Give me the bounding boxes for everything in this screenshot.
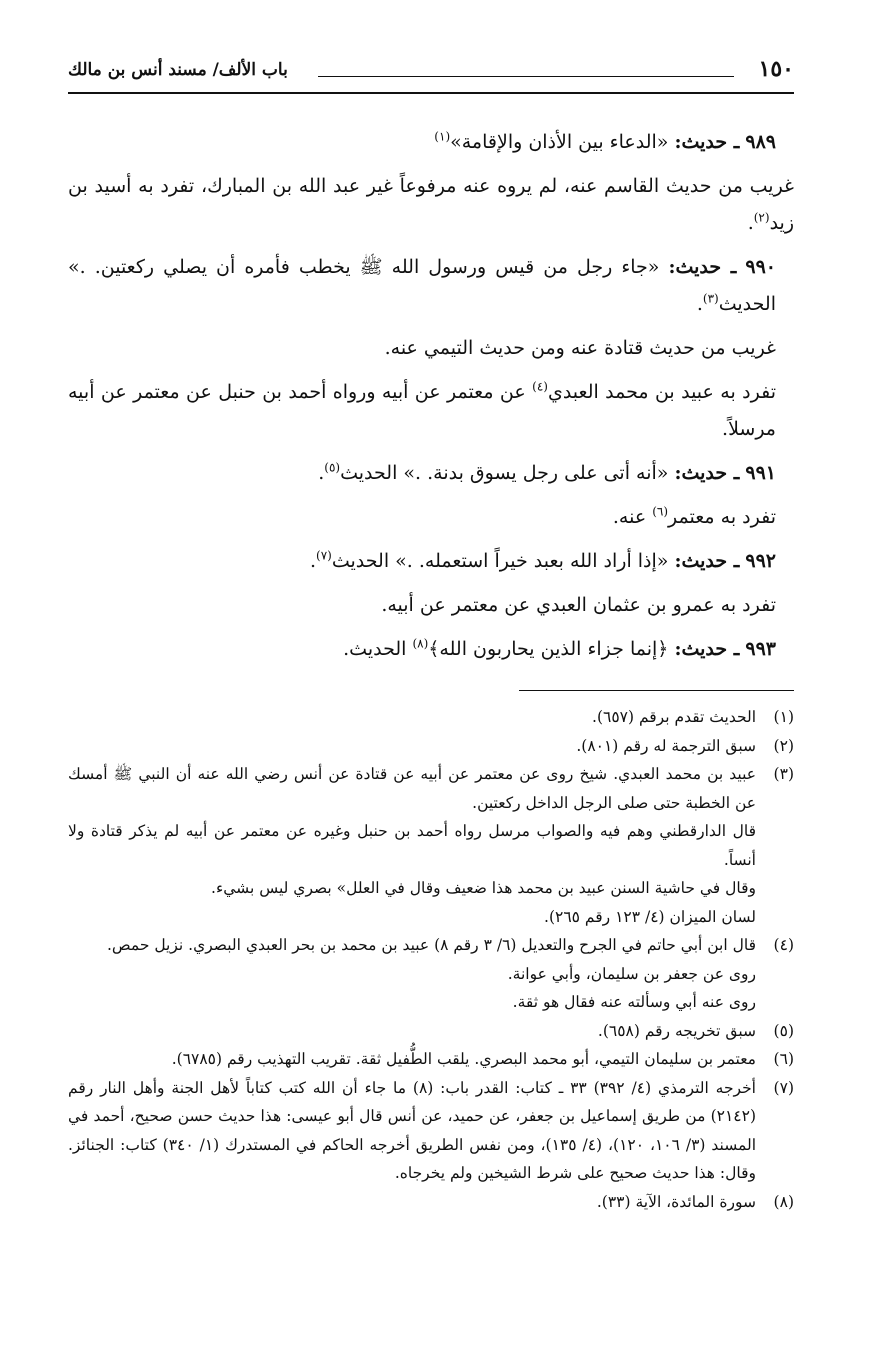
- hadith-text: «الدعاء بين الأذان والإقامة»: [450, 131, 669, 153]
- header-rule: [318, 76, 734, 77]
- footnote-line: روى عن جعفر بن سليمان، وأبي عوانة.: [507, 964, 756, 983]
- footnote-4: [68, 931, 794, 1017]
- hadith-number: ٩٩٠: [745, 256, 777, 278]
- page-header: [68, 50, 794, 94]
- hadith-text: ﴿إنما جزاء الذين يحاربون الله﴾: [428, 638, 669, 660]
- footnote-ref: (٨): [412, 636, 429, 651]
- hadith-label: ـ حديث:: [674, 550, 740, 572]
- footnote-ref: (٢): [753, 210, 770, 225]
- footnote-number: (٣): [773, 765, 794, 783]
- footnote-ref: (٧): [316, 548, 332, 563]
- footnote-8: [68, 1188, 794, 1217]
- hadith-990: [68, 249, 794, 323]
- hadith-991-comment: [68, 499, 794, 536]
- comment-text: عن معتمر عن أبيه ورواه أحمد بن حنبل عن معتمر عن أبيه مرسلاً.: [68, 381, 776, 440]
- hadith-end: .: [309, 550, 317, 572]
- footnote-1: [68, 703, 794, 732]
- footnote-body: [68, 1017, 756, 1046]
- hadith-end: الحديث.: [343, 638, 407, 660]
- comment-text: غريب من حديث القاسم عنه، لم يروه عنه مرفوعاً غير عبد الله بن المبارك، تفرد به أسيد بن زيد: [68, 175, 794, 234]
- footnote-body: [68, 760, 756, 931]
- comment-end: .: [747, 212, 754, 234]
- hadith-label: ـ حديث:: [674, 462, 740, 484]
- hadith-text: «إذا أراد الله بعبد خيراً استعمله. .» الحديث: [331, 550, 669, 572]
- footnote-body: [68, 732, 756, 761]
- footnote-number: (٤): [773, 936, 794, 954]
- main-text: [68, 124, 794, 668]
- footnote-number: (٧): [773, 1078, 794, 1097]
- footnote-ref: (٥): [324, 460, 341, 475]
- footnote-ref: (٦): [652, 504, 669, 519]
- hadith-text: «جاء رجل من قيس ورسول الله ﷺ يخطب فأمره أن يصلي ركعتين. .» الحديث: [68, 256, 776, 315]
- footnote-number: (٢): [773, 736, 794, 755]
- footnote-number: (٨): [773, 1192, 794, 1211]
- footnote-line: روى عنه أبي وسألته عنه فقال هو ثقة.: [512, 993, 756, 1011]
- hadith-993: [68, 631, 794, 668]
- hadith-label: ـ حديث:: [668, 256, 737, 278]
- footnote-separator: [519, 690, 794, 691]
- hadith-989: [68, 124, 794, 161]
- footnote-6: [68, 1045, 794, 1074]
- hadith-990-comment-2: [68, 374, 794, 448]
- footnote-ref: (٣): [702, 291, 719, 306]
- hadith-number: ٩٩١: [745, 462, 776, 484]
- hadith-992: [68, 543, 794, 580]
- book-page: [68, 50, 794, 1350]
- hadith-end: .: [318, 462, 325, 484]
- hadith-number: ٩٨٩: [745, 131, 776, 153]
- footnote-5: [68, 1017, 794, 1046]
- footnote-line: قال الدارقطني وهم فيه والصواب مرسل رواه أحمد بن حنبل وغيره عن معتمر عن أبيه لم يذكر قتادة ولا أنساً.: [68, 822, 756, 869]
- footnote-body: [68, 703, 756, 732]
- footnote-number: (٥): [773, 1021, 794, 1040]
- running-title: باب الألف/ مسند أنس بن مالك: [68, 60, 288, 80]
- hadith-number: ٩٩٣: [745, 638, 776, 660]
- footnote-body: [68, 1074, 756, 1188]
- footnote-line: سورة المائدة، الآية (٣٣).: [596, 1192, 756, 1211]
- footnote-number: (٦): [773, 1050, 794, 1068]
- footnote-line: أخرجه الترمذي (٤/ ٣٩٢) ٣٣ ـ كتاب: القدر باب: (٨) ما جاء أن الله كتب كتاباً لأهل الجنة وأهل النار رقم (٢١٤٢) من طريق إسماعيل بن جعفر، عن حميد، عن أنس قال أبو عيسى: هذا حديث حسن صحيح، أحمد في المسند (٣/ ١٠٦، ١٢٠)، (٤/ ١٣٥)، ومن نفس الطريق أخرجه الحاكم في المستدرك (١/ ٣٤٠) كتاب: الجنائز. وقال: هذا حديث صحيح على شرط الشيخين ولم يخرجاه.: [68, 1078, 757, 1182]
- footnote-line: الحديث تقدم برقم (٦٥٧).: [592, 708, 756, 726]
- hadith-number: ٩٩٢: [745, 550, 776, 572]
- footnote-body: [68, 1188, 756, 1217]
- hadith-label: ـ حديث:: [674, 131, 740, 153]
- footnote-line: وقال في حاشية السنن عبيد بن محمد هذا ضعيف وقال في العلل» بصري ليس بشيء.: [211, 879, 756, 897]
- footnote-body: [68, 931, 756, 1017]
- hadith-989-comment: [68, 168, 794, 242]
- hadith-end: .: [696, 293, 703, 315]
- footnote-line: لسان الميزان (٤/ ١٢٣ رقم ٢٦٥).: [544, 907, 756, 926]
- footnote-3: [68, 760, 794, 931]
- footnote-line: عبيد بن محمد العبدي. شيخ روى عن معتمر عن أبيه عن قتادة عن أنس رضي الله عنه أن النبي ﷺ أمسك عن الخطبة حتى صلى الرجل الداخل ركعتين.: [68, 765, 756, 812]
- footnote-ref: (١): [434, 129, 451, 144]
- hadith-991: [68, 455, 794, 492]
- footnote-line: سبق تخريجه رقم (٦٥٨).: [597, 1021, 756, 1040]
- comment-text: عنه.: [612, 506, 647, 528]
- footnote-line: قال ابن أبي حاتم في الجرح والتعديل (٦/ ٣ رقم ٨) عبيد بن محمد بن بحر العبدي البصري. نزيل حمص.: [106, 936, 756, 954]
- comment-text: تفرد به عبيد بن محمد العبدي: [547, 381, 776, 403]
- footnote-line: معتمر بن سليمان التيمي، أبو محمد البصري. يلقب الطُّفيل ثقة. تقريب التهذيب رقم (٦٧٨٥).: [171, 1050, 756, 1068]
- footnote-body: [68, 1045, 756, 1074]
- comment-text: تفرد به معتمر: [668, 506, 776, 528]
- hadith-990-comment-1: غريب من حديث قتادة عنه ومن حديث التيمي عنه.: [384, 337, 776, 359]
- page-number: ١٥٠: [758, 56, 794, 82]
- footnote-7: [68, 1074, 794, 1188]
- hadith-label: ـ حديث:: [674, 638, 740, 660]
- footnote-number: (١): [773, 708, 794, 726]
- footnote-line: سبق الترجمة له رقم (٨٠١).: [576, 736, 756, 755]
- hadith-992-comment: تفرد به عمرو بن عثمان العبدي عن معتمر عن أبيه.: [381, 594, 776, 616]
- footnotes: [68, 703, 794, 1216]
- footnote-2: [68, 732, 794, 761]
- footnote-ref: (٤): [532, 379, 548, 394]
- hadith-text: «أنه أتى على رجل يسوق بدنة. .» الحديث: [340, 462, 669, 484]
